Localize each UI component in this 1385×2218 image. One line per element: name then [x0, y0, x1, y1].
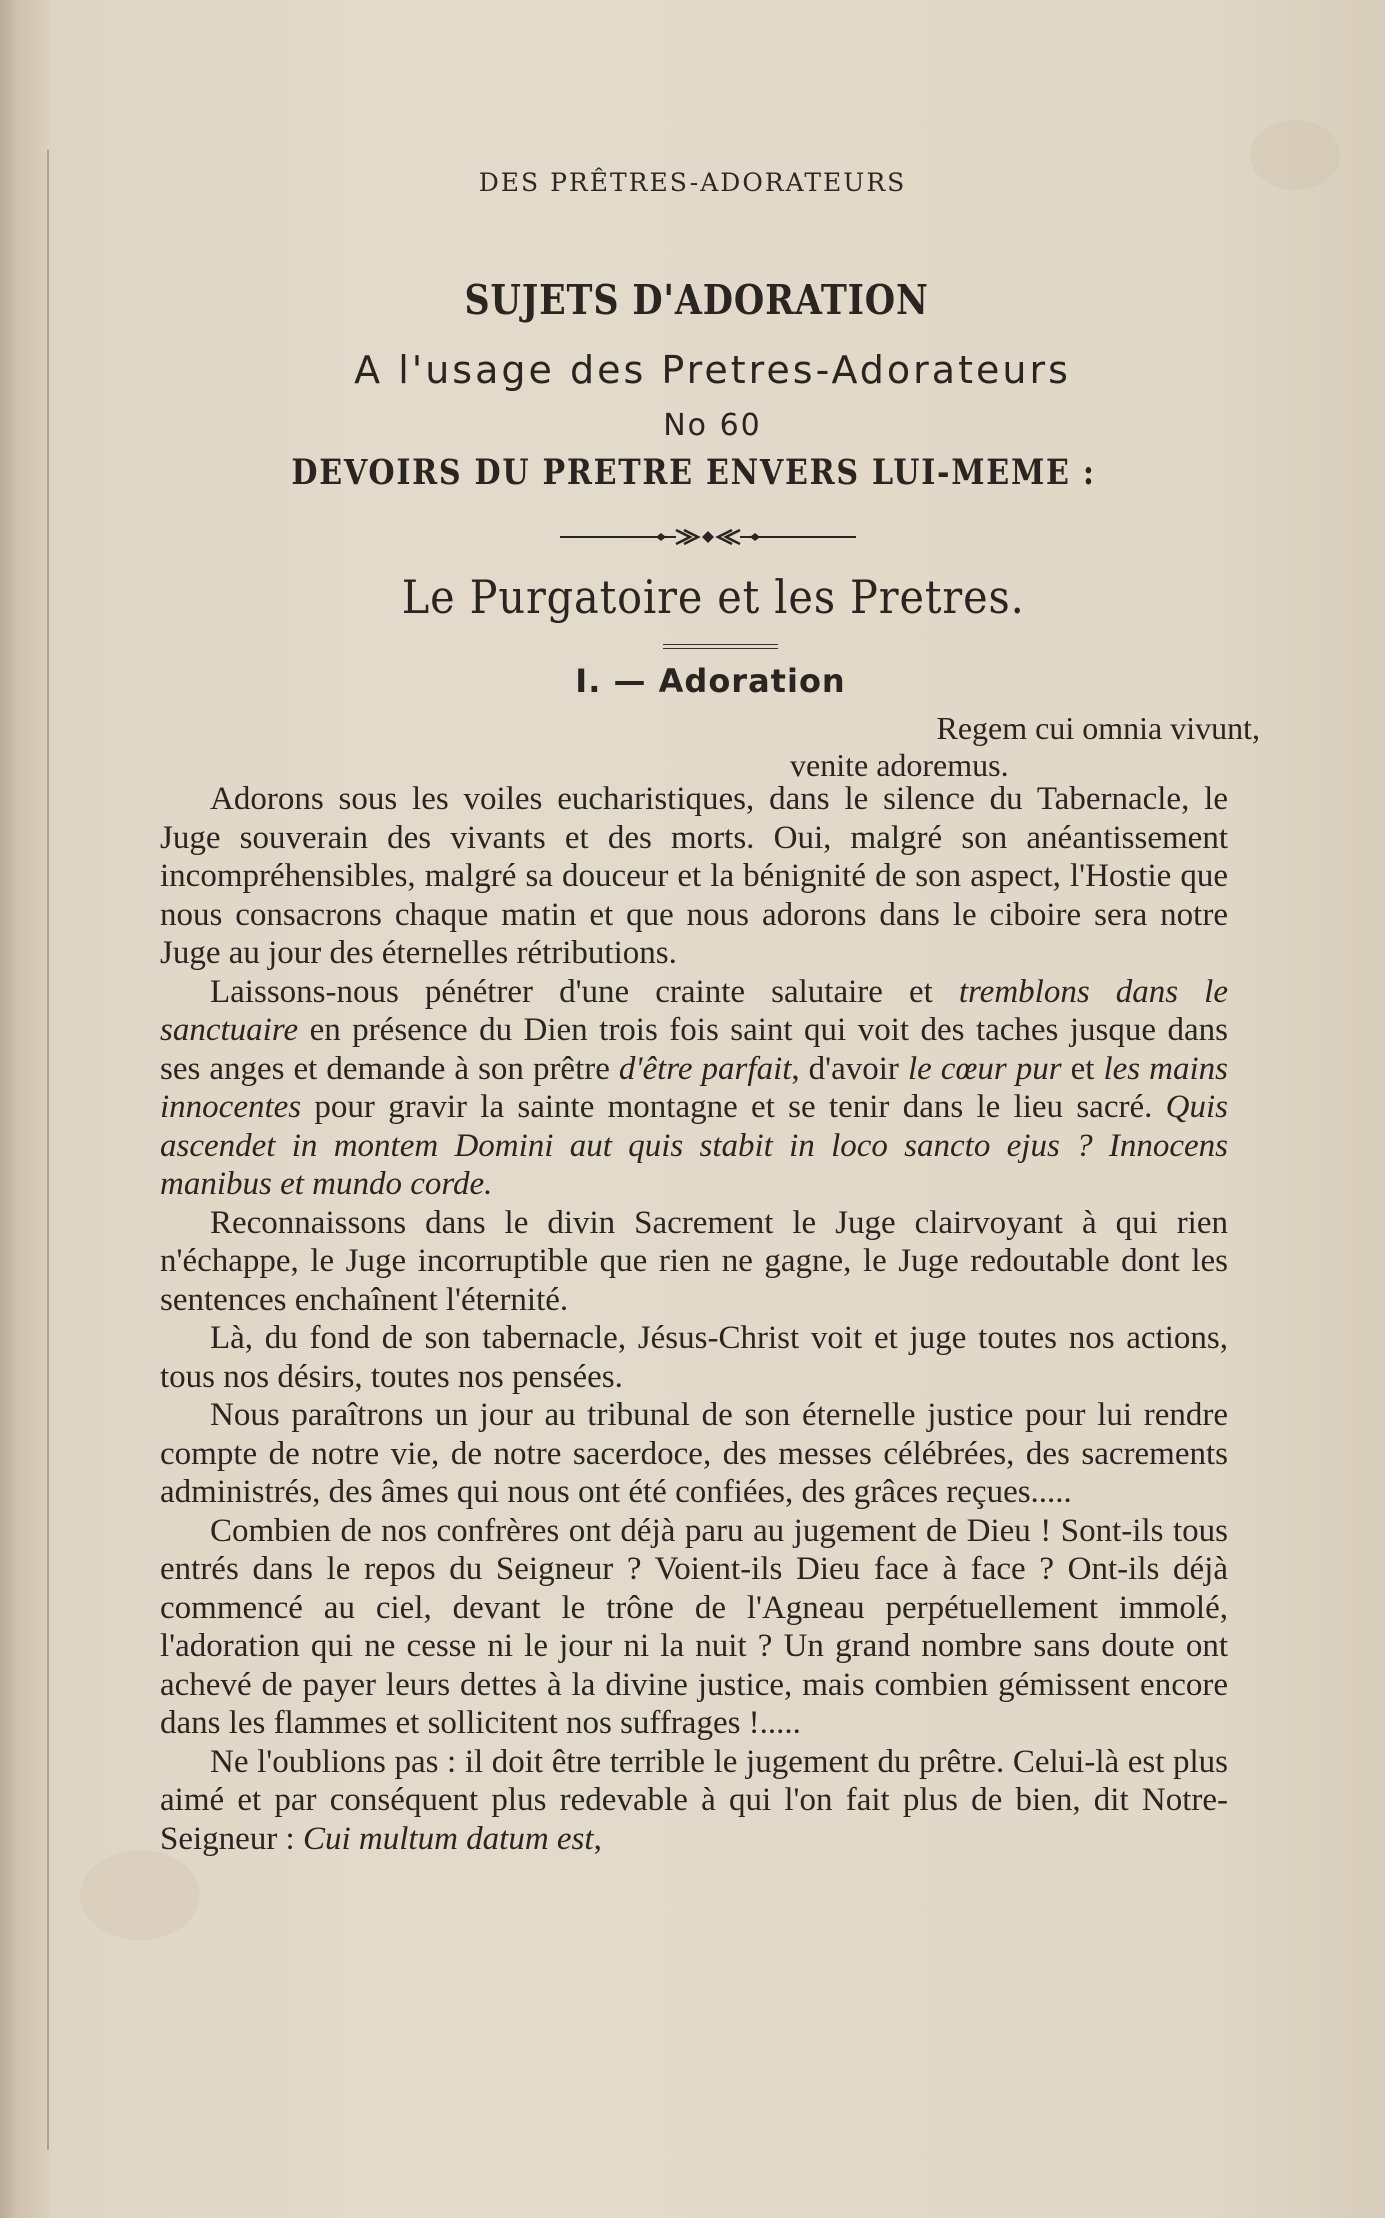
epigraph	[790, 710, 1260, 784]
paragraph	[160, 1743, 1228, 1859]
paragraph	[160, 973, 1228, 1204]
binding-line	[47, 150, 49, 2150]
text-run: Laissons-nous pénétrer d'une crainte salutaire et	[210, 973, 959, 1010]
text-run: et	[1061, 1050, 1104, 1087]
paper-stain	[80, 1850, 200, 1940]
italic-run: le cœur pur	[907, 1050, 1062, 1087]
paragraph: Reconnaissons dans le divin Sacrement le Juge clairvoyant à qui rien n'échappe, le Juge incorruptible que rien ne gagne, le Juge redoutable dont les sentences enchaînent l'éternité.	[160, 1204, 1228, 1318]
text-run: pour gravir la sainte montagne et se tenir dans le lieu sacré.	[301, 1089, 1166, 1125]
paragraph: Combien de nos confrères ont déjà paru au jugement de Dieu ! Sont-ils tous entrés dans le repos du Seigneur ? Voient-ils Dieu face à face ? Ont-ils déjà commencé au ciel, devant le trône de l'Agneau perpétuellement immolé, l'adoration qui ne cesse ni le jour ni la nuit ? Un grand nombre sans doute ont achevé de payer leurs dettes à la divine justice, mais combien gémissent encore dans les flammes et sollicitent nos suffrages !.....	[160, 1512, 1228, 1741]
page-title: SUJETS D'ADORATION	[464, 276, 929, 324]
italic-run: Quis ascendet in montem Domini aut quis stabit in loco sancto ejus ? Innocens manibus et mundo corde.	[160, 1089, 1228, 1202]
paragraph: Là, du fond de son tabernacle, Jésus-Christ voit et juge toutes nos actions, tous nos désirs, toutes nos pensées.	[160, 1320, 1228, 1395]
main-title: Le Purgatoire et les Pretres.	[401, 570, 1025, 624]
italic-run: les mains innocentes	[160, 1050, 1228, 1125]
body-text	[160, 780, 1228, 1858]
ornament-divider	[558, 522, 858, 552]
running-header: DES PRÊTRES-ADORATEURS	[478, 168, 907, 197]
text-run: , d'avoir	[791, 1050, 908, 1087]
subtitle: A l'usage des Pretres-Adorateurs	[354, 348, 1071, 392]
book-binding-edge	[0, 0, 52, 2218]
topic-heading: DEVOIRS DU PRETRE ENVERS LUI-MEME :	[291, 452, 1096, 493]
epigraph-line: venite adoremus.	[790, 747, 1009, 783]
title-rule	[663, 648, 778, 649]
italic-run: d'être parfait	[618, 1050, 792, 1087]
issue-number: No 60	[663, 408, 762, 443]
paragraph: Adorons sous les voiles eucharistiques, dans le silence du Tabernacle, le Juge souverain des vivants et des morts. Oui, malgré son anéantissement incompréhensibles, malgré sa douceur et la bénignité de son aspect, l'Hostie que nous consacrons chaque matin et que nous adorons dans le ciboire sera notre Juge au jour des éternelles rétributions.	[160, 781, 1228, 971]
paragraph: Nous paraîtrons un jour au tribunal de son éternelle justice pour lui rendre compte de notre vie, de notre sacerdoce, des messes célébrées, des sacrements administrés, des âmes qui nous ont été confiées, des grâces reçues.....	[160, 1397, 1228, 1510]
title-rule	[663, 644, 778, 645]
text-run: en présence du Dien trois fois saint qui voit des taches jusque dans ses anges et demande à son prêtre	[160, 1012, 1228, 1087]
section-heading: I. — Adoration	[575, 662, 846, 700]
italic-run: tremblons dans le sanctuaire	[160, 973, 1228, 1048]
epigraph-line: Regem cui omnia vivunt,	[936, 710, 1260, 746]
italic-run: Cui multum datum est	[302, 1820, 594, 1857]
text-run: ,	[593, 1820, 602, 1857]
text-run: Ne l'oublions pas : il doit être terrible le jugement du prêtre. Celui-là est plus aimé et par conséquent plus redevable à qui l'on fait plus de bien, dit Notre-Seigneur :	[160, 1743, 1228, 1857]
